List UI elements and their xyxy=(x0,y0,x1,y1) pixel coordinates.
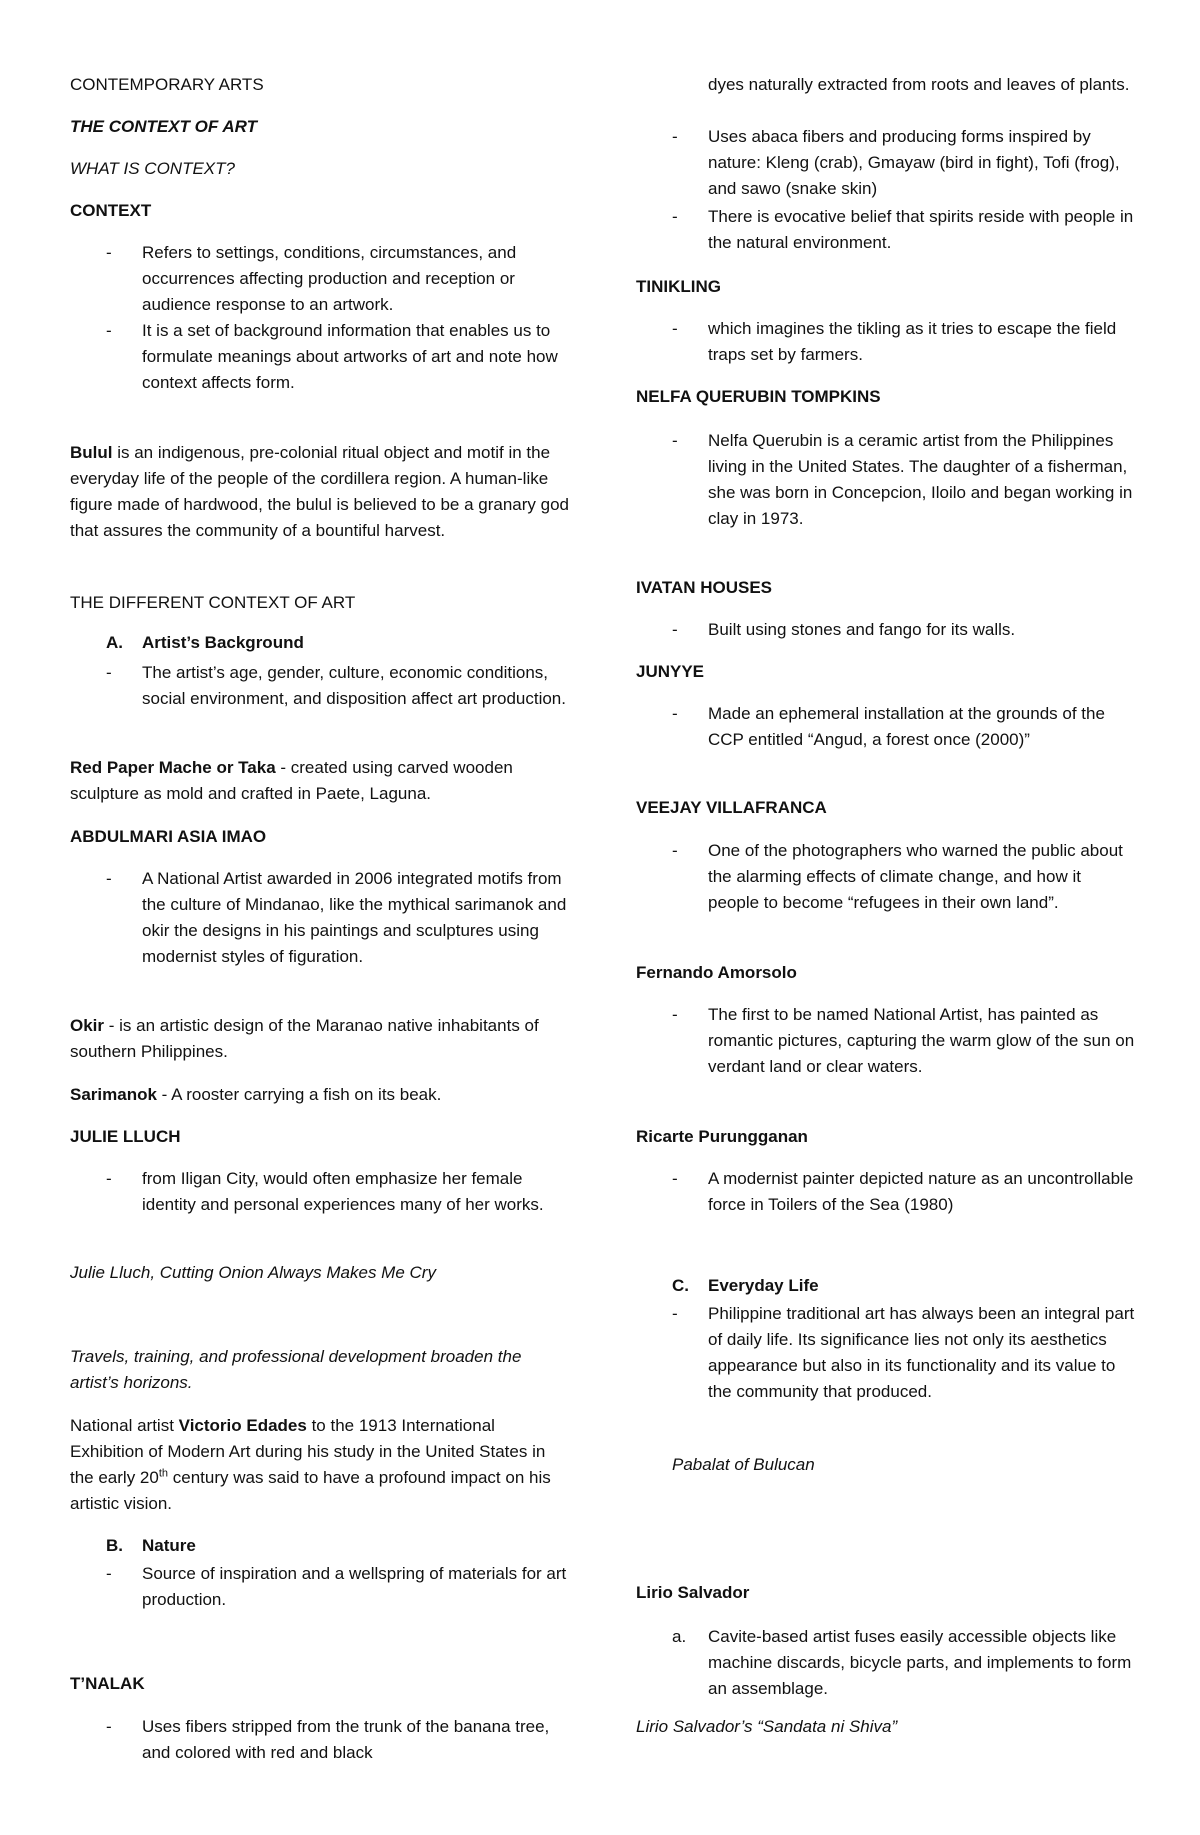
dash-marker: - xyxy=(672,431,678,450)
junyee-heading: JUNYYE xyxy=(636,662,705,681)
junyee-bullet xyxy=(636,701,1136,753)
salvador-marker: a. xyxy=(672,1627,687,1646)
edades-paragraph xyxy=(70,1413,570,1517)
tompkins-bullet xyxy=(636,428,1136,532)
section-a-heading xyxy=(70,630,570,656)
bullet-text: Source of inspiration and a wellspring of materials for art production. xyxy=(142,1564,567,1609)
section-b-title: Nature xyxy=(142,1536,196,1555)
red-paper-term: Red Paper Mache or Taka xyxy=(70,758,276,777)
dash-marker: - xyxy=(672,1005,678,1024)
tompkins-heading: NELFA QUERUBIN TOMPKINS xyxy=(636,387,881,406)
lluch-bullet xyxy=(70,1166,570,1218)
purungganan-bullet xyxy=(636,1166,1136,1218)
imao-heading: ABDULMARI ASIA IMAO xyxy=(70,827,267,846)
bullet-text: A modernist painter depicted nature as an uncontrollable force in Toilers of the Sea (1980) xyxy=(708,1169,1134,1214)
okir-text: - is an artistic design of the Maranao native inhabitants of southern Philippines. xyxy=(70,1016,539,1061)
bullet-text: dyes naturally extracted from roots and leaves of plants. xyxy=(708,75,1130,94)
section-a-marker: A. xyxy=(106,633,123,652)
amorsolo-heading: Fernando Amorsolo xyxy=(636,963,797,982)
section-c-heading xyxy=(636,1273,1136,1299)
dash-marker: - xyxy=(106,663,112,682)
bullet-text: Built using stones and fango for its walls. xyxy=(708,620,1016,639)
what-is-context-heading: WHAT IS CONTEXT? xyxy=(70,159,235,178)
context-bullet-1 xyxy=(70,240,570,318)
salvador-caption: Lirio Salvador’s “Sandata ni Shiva” xyxy=(636,1717,898,1736)
bullet-text: It is a set of background information that enables us to formulate meanings about artworks of art and note how context affects form. xyxy=(142,321,558,392)
bullet-text: The artist’s age, gender, culture, economic conditions, social environment, and disposition affect art production. xyxy=(142,663,566,708)
edades-name: Victorio Edades xyxy=(178,1416,307,1435)
tinikling-heading: TINIKLING xyxy=(636,277,721,296)
section-b-bullet xyxy=(70,1561,570,1613)
section-a-title: Artist’s Background xyxy=(142,633,304,652)
edades-post: century was said to have a profound impact on his artistic vision. xyxy=(70,1468,551,1513)
dash-marker: - xyxy=(672,841,678,860)
bulul-term: Bulul xyxy=(70,443,113,462)
okir-term: Okir xyxy=(70,1016,105,1035)
edades-sup: th xyxy=(158,1467,169,1480)
bulul-text: is an indigenous, pre-colonial ritual object and motif in the everyday life of the people of the cordillera region. A human-like figure made of hardwood, the bulul is believed to be a granary god that assures the community of a bountiful harvest. xyxy=(70,443,569,540)
bullet-text: Philippine traditional art has always been an integral part of daily life. Its significance lies not only its aesthetics appearance but also in its functionality and its value to the community that produced. xyxy=(708,1304,1135,1401)
bullet-text: Uses fibers stripped from the trunk of the banana tree, and colored with red and black xyxy=(142,1717,550,1762)
dash-marker: - xyxy=(106,1564,112,1583)
tinikling-bullet xyxy=(636,316,1136,368)
section-c-marker: C. xyxy=(672,1276,689,1295)
bullet-text: One of the photographers who warned the public about the alarming effects of climate change, and how it people to become “refugees in their own land”. xyxy=(708,841,1123,912)
pabalat-caption-row xyxy=(636,1452,1136,1478)
edades-pre: National artist xyxy=(70,1416,179,1435)
sarimanok-paragraph xyxy=(70,1082,570,1108)
veejay-bullet xyxy=(636,838,1136,916)
bullet-text: The first to be named National Artist, has painted as romantic pictures, capturing the warm glow of the sun on verdant land or clear waters. xyxy=(708,1005,1135,1076)
dash-marker: - xyxy=(106,321,112,340)
salvador-item-text: Cavite-based artist fuses easily accessible objects like machine discards, bicycle parts, and implements to form an assemblage. xyxy=(708,1627,1132,1698)
amorsolo-bullet xyxy=(636,1002,1136,1080)
dash-marker: - xyxy=(672,704,678,723)
red-paper-paragraph xyxy=(70,755,570,807)
context-heading: CONTEXT xyxy=(70,201,152,220)
salvador-heading: Lirio Salvador xyxy=(636,1583,750,1602)
dash-marker: - xyxy=(672,319,678,338)
dash-marker: - xyxy=(106,1717,112,1736)
dash-marker: - xyxy=(672,1169,678,1188)
dash-marker: - xyxy=(106,1169,112,1188)
section-a-bullet xyxy=(70,660,570,712)
sarimanok-text: - A rooster carrying a fish on its beak. xyxy=(156,1085,442,1104)
dash-marker: - xyxy=(672,620,678,639)
dash-marker: - xyxy=(106,243,112,262)
abaca-bullet xyxy=(636,124,1136,202)
dash-marker: - xyxy=(672,127,678,146)
red-paper-text: - created using carved wooden sculpture as mold and crafted in Paete, Laguna. xyxy=(70,758,513,803)
sarimanok-term: Sarimanok xyxy=(70,1085,157,1104)
bullet-text: from Iligan City, would often emphasize her female identity and personal experiences many of her works. xyxy=(142,1169,544,1214)
lluch-caption: Julie Lluch, Cutting Onion Always Makes Me Cry xyxy=(70,1263,436,1282)
section-c-bullet xyxy=(636,1301,1136,1405)
context-bullet-2 xyxy=(70,318,570,396)
spirits-bullet xyxy=(636,204,1136,256)
bulul-paragraph xyxy=(70,440,570,544)
imao-bullet xyxy=(70,866,570,970)
bullet-text: Uses abaca fibers and producing forms inspired by nature: Kleng (crab), Gmayaw (bird in fight), Tofi (frog), and sawo (snake skin) xyxy=(708,127,1120,198)
travels-paragraph: Travels, training, and professional development broaden the artist’s horizons. xyxy=(70,1347,522,1392)
tnalak-bullet xyxy=(70,1714,570,1766)
ivatan-bullet xyxy=(636,617,1136,643)
tnalak-heading: T’NALAK xyxy=(70,1674,145,1693)
ivatan-heading: IVATAN HOUSES xyxy=(636,578,773,597)
section-b-marker: B. xyxy=(106,1536,123,1555)
bullet-text: There is evocative belief that spirits reside with people in the natural environment. xyxy=(708,207,1134,252)
lluch-heading: JULIE LLUCH xyxy=(70,1127,181,1146)
pabalat-caption: Pabalat of Bulucan xyxy=(672,1455,815,1474)
purungganan-heading: Ricarte Purungganan xyxy=(636,1127,808,1146)
dash-marker: - xyxy=(672,1304,678,1323)
salvador-item xyxy=(636,1624,1136,1702)
dash-marker: - xyxy=(672,207,678,226)
different-context-heading: THE DIFFERENT CONTEXT OF ART xyxy=(70,593,356,612)
doc-title: CONTEMPORARY ARTS xyxy=(70,75,264,94)
bullet-text: Made an ephemeral installation at the grounds of the CCP entitled “Angud, a forest once (2000)” xyxy=(708,704,1105,749)
edades-mid: to the 1913 International Exhibition of Modern Art during his study in the United States in the early 20 xyxy=(70,1416,546,1487)
dash-marker: - xyxy=(106,869,112,888)
bullet-text: which imagines the tikling as it tries to escape the field traps set by farmers. xyxy=(708,319,1117,364)
section-b-heading xyxy=(70,1533,570,1559)
veejay-heading: VEEJAY VILLAFRANCA xyxy=(636,798,827,817)
section-c-title: Everyday Life xyxy=(708,1276,819,1295)
tnalak-continuation xyxy=(636,72,1136,98)
okir-paragraph xyxy=(70,1013,570,1065)
bullet-text: Nelfa Querubin is a ceramic artist from the Philippines living in the United States. The daughter of a fisherman, she was born in Concepcion, Iloilo and began working in clay in 1973. xyxy=(708,431,1133,528)
bullet-text: A National Artist awarded in 2006 integrated motifs from the culture of Mindanao, like the mythical sarimanok and okir the designs in his paintings and sculptures using modernist styles of figuration. xyxy=(142,869,567,966)
context-of-art-heading: THE CONTEXT OF ART xyxy=(70,117,257,136)
bullet-text: Refers to settings, conditions, circumstances, and occurrences affecting production and reception or audience response to an artwork. xyxy=(142,243,517,314)
